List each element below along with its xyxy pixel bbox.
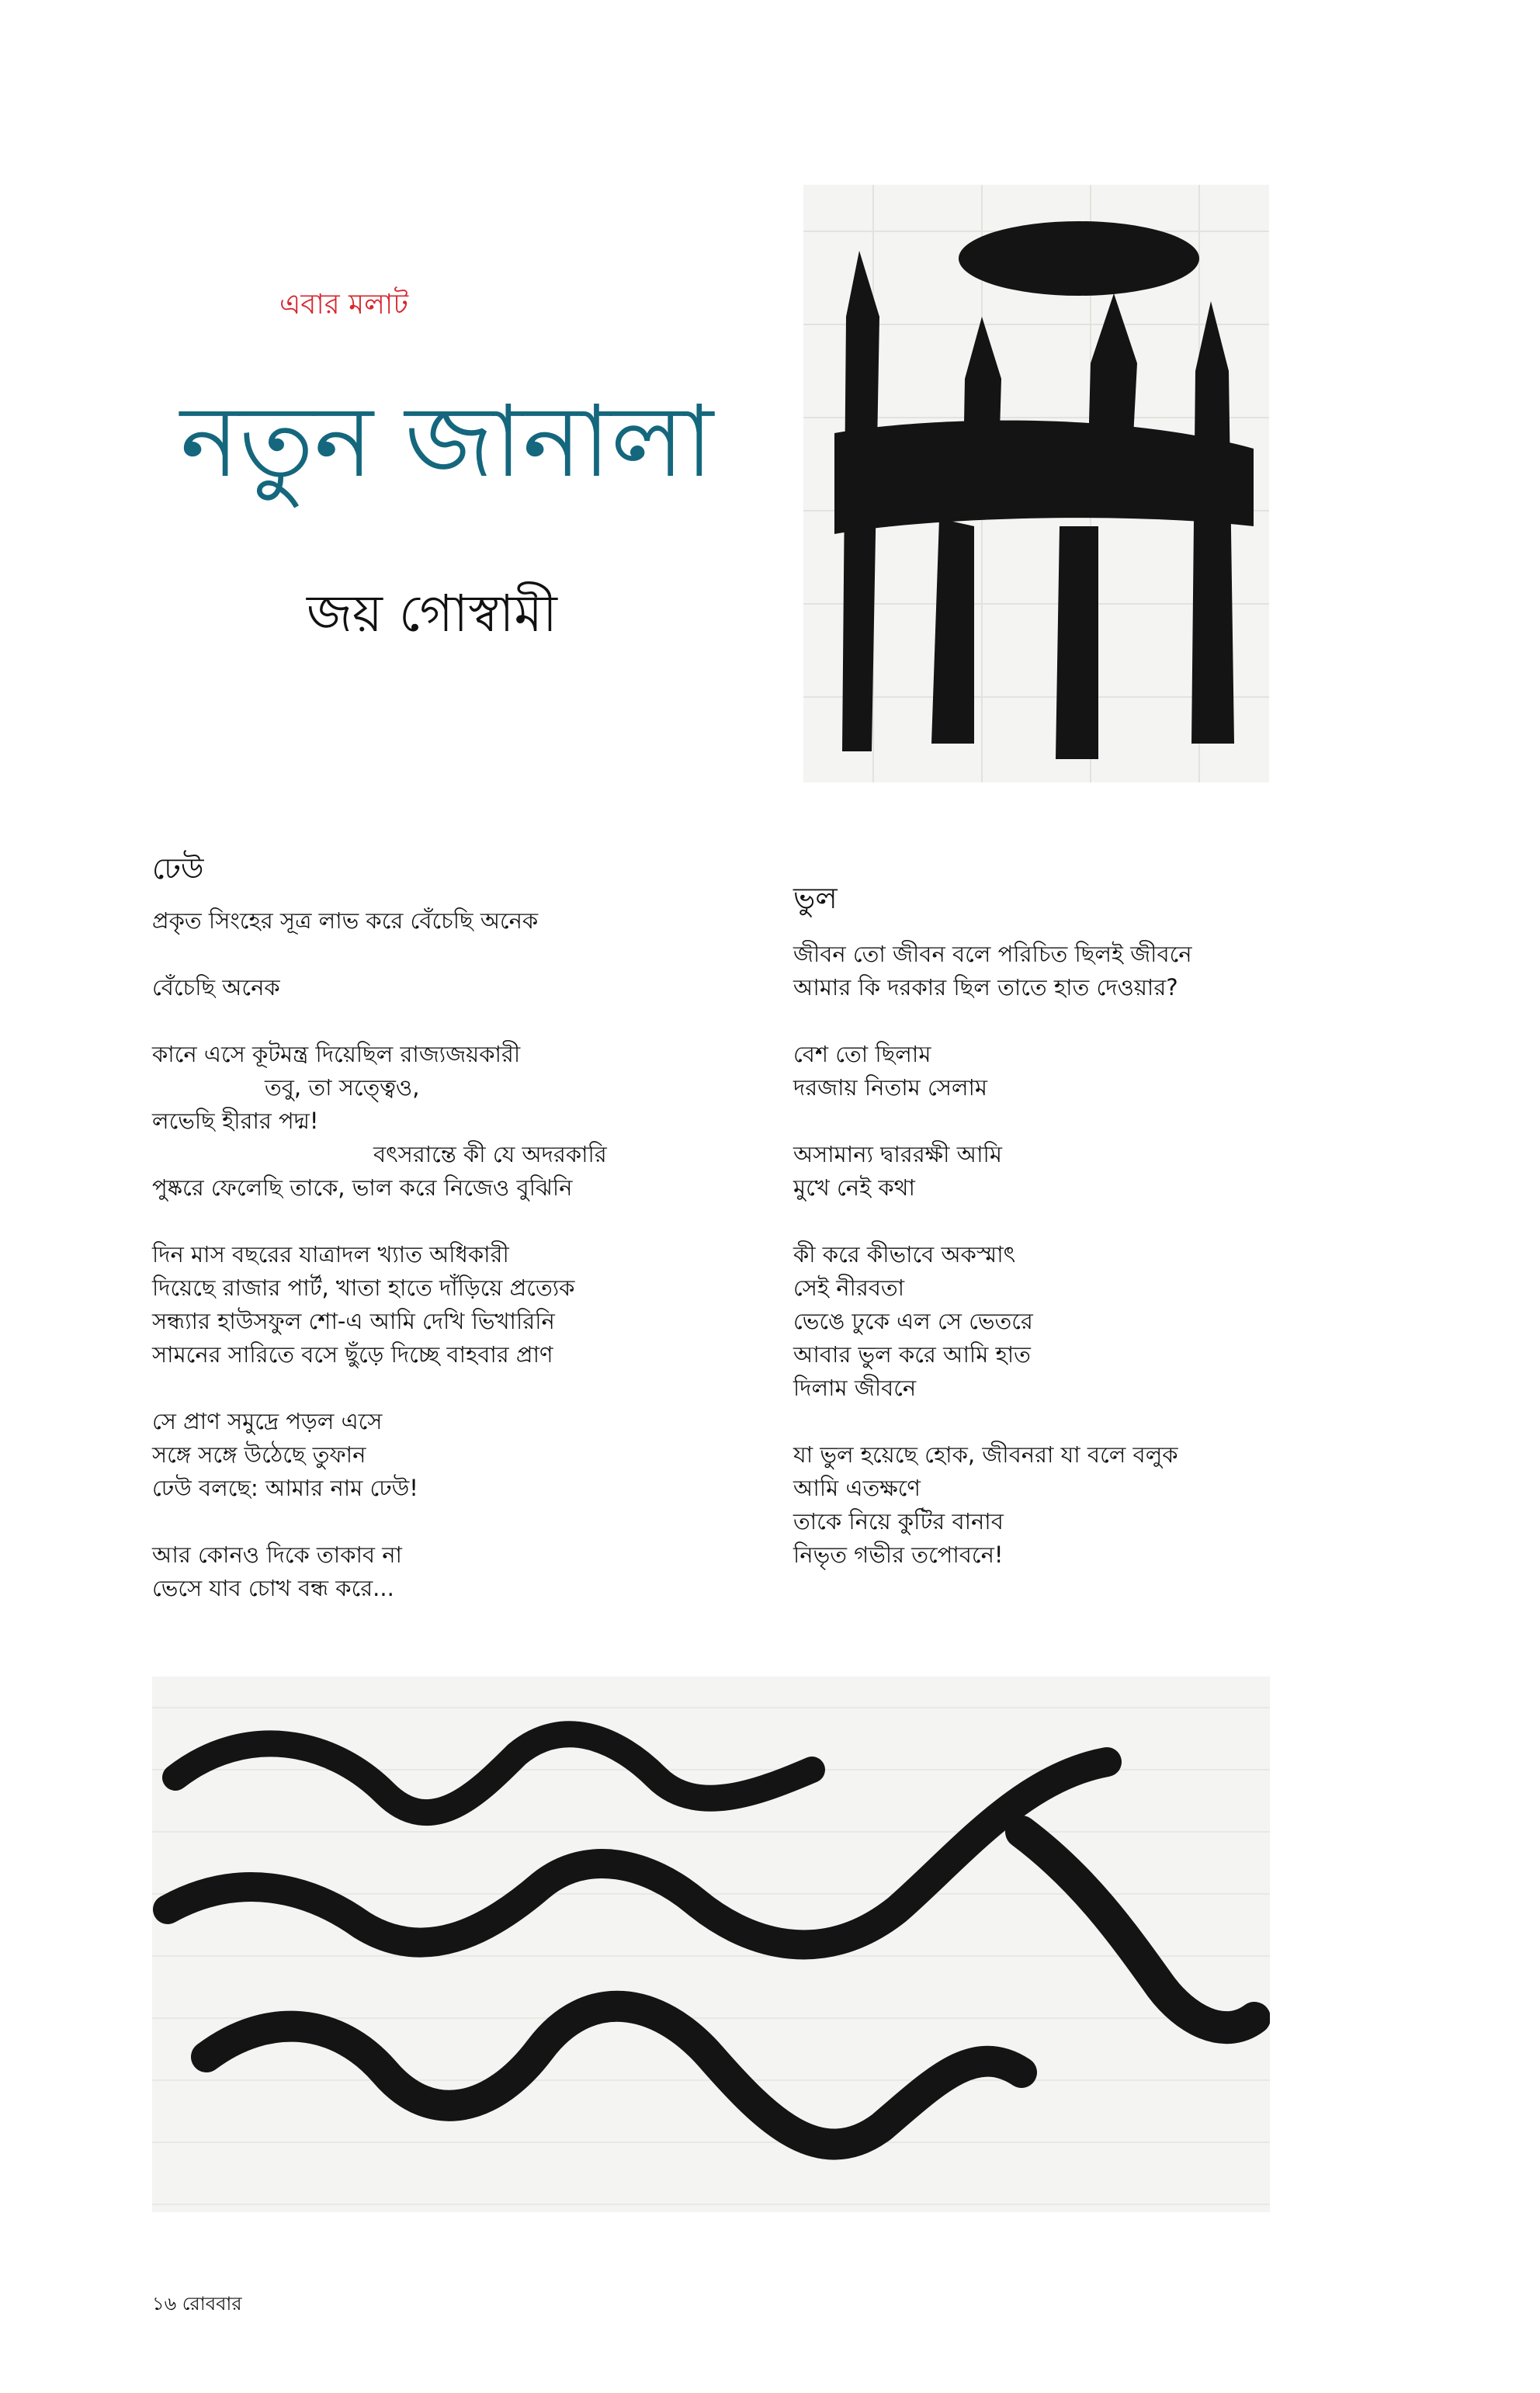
poem-line: আবার ভুল করে আমি হাত bbox=[793, 1341, 1031, 1368]
poem-title: ঢেউ bbox=[152, 851, 204, 886]
poem-line: সন্ধ্যার হাউসফুল শো-এ আমি দেখি ভিখারিনি bbox=[152, 1308, 555, 1334]
poem-line: জীবন তো জীবন বলে পরিচিত ছিলই জীবনে bbox=[793, 941, 1192, 967]
poem-line-blank bbox=[152, 1505, 607, 1538]
poem-line: ভেসে যাব চোখ বন্ধ করে... bbox=[152, 1575, 394, 1601]
poem-line: লভেছি হীরার পদ্ম! bbox=[152, 1108, 319, 1134]
poem-line: প্রকৃত সিংহের সূত্র লাভ করে বেঁচেছি অনেক bbox=[152, 907, 539, 934]
poem-line: আর কোনও দিকে তাকাব না bbox=[152, 1542, 402, 1568]
poem-line: অসামান্য দ্বাররক্ষী আমি bbox=[793, 1141, 1002, 1167]
poem-line: দিন মাস বছরের যাত্রাদল খ্যাত অধিকারী bbox=[152, 1241, 509, 1268]
poem-line: নিভৃত গভীর তপোবনে! bbox=[793, 1542, 1004, 1568]
poem-line-blank bbox=[152, 1004, 607, 1038]
poem-line-blank bbox=[793, 1004, 1192, 1038]
poem-line: বেঁচেছি অনেক bbox=[152, 974, 280, 1001]
brush-illustration-top bbox=[803, 185, 1269, 782]
poem-line: তাকে নিয়ে কুটির বানাব bbox=[793, 1508, 1004, 1535]
poem-line: কানে এসে কূটমন্ত্র দিয়েছিল রাজ্যজয়কারী bbox=[152, 1041, 521, 1067]
poem-line: সঙ্গে সঙ্গে উঠেছে তুফান bbox=[152, 1441, 366, 1468]
poem-line: সেই নীরবতা bbox=[793, 1275, 905, 1301]
poem-line: সামনের সারিতে বসে ছুঁড়ে দিচ্ছে বাহবার প্রাণ bbox=[152, 1341, 553, 1368]
poem-line: দরজায় নিতাম সেলাম bbox=[793, 1074, 987, 1101]
poem-line: আমি এতক্ষণে bbox=[793, 1475, 921, 1501]
poem-line: বেশ তো ছিলাম bbox=[793, 1041, 931, 1067]
poem-line: মুখে নেই কথা bbox=[793, 1174, 915, 1201]
poem-line: ভেঙে ঢুকে এল সে ভেতরে bbox=[793, 1308, 1033, 1334]
poem-title: ভুল bbox=[793, 881, 838, 915]
poem-line: তবু, তা সত্ত্বেও, bbox=[265, 1074, 420, 1101]
poem-line-blank bbox=[793, 1105, 1192, 1138]
poem-line: সে প্রাণ সমুদ্রে পড়ল এসে bbox=[152, 1408, 383, 1434]
poem-line-blank bbox=[793, 1205, 1192, 1238]
poem-line: পুষ্করে ফেলেছি তাকে, ভাল করে নিজেও বুঝিনি bbox=[152, 1174, 573, 1201]
poem-line-blank bbox=[152, 1372, 607, 1405]
poem-line: যা ভুল হয়েছে হোক, জীবনরা যা বলে বলুক bbox=[793, 1441, 1178, 1468]
section-kicker: এবার মলাট bbox=[279, 289, 408, 321]
page-title: নতুন জানালা bbox=[180, 384, 714, 500]
poem-line-blank bbox=[152, 938, 607, 971]
poem-body bbox=[793, 938, 1192, 1572]
poem-line: কী করে কীভাবে অকস্মাৎ bbox=[793, 1241, 1016, 1268]
author-name: জয় গোস্বামী bbox=[307, 584, 557, 643]
poem-line-blank bbox=[152, 1205, 607, 1238]
poem-line: বৎসরান্তে কী যে অদরকারি bbox=[373, 1141, 607, 1167]
poem-line-blank bbox=[793, 1405, 1192, 1438]
wave-illustration-bottom bbox=[152, 1677, 1270, 2212]
poem-line: দিয়েছে রাজার পার্ট, খাতা হাতে দাঁড়িয়ে প্রত্যেক bbox=[152, 1275, 575, 1301]
poem-line: ঢেউ বলছে: আমার নাম ঢেউ! bbox=[152, 1475, 418, 1501]
poem-body bbox=[152, 904, 607, 1605]
poem-line: দিলাম জীবনে bbox=[793, 1375, 917, 1401]
page-footer-label: ১৬ রোববার bbox=[152, 2293, 242, 2315]
poem-line: আমার কি দরকার ছিল তাতে হাত দেওয়ার? bbox=[793, 974, 1178, 1001]
